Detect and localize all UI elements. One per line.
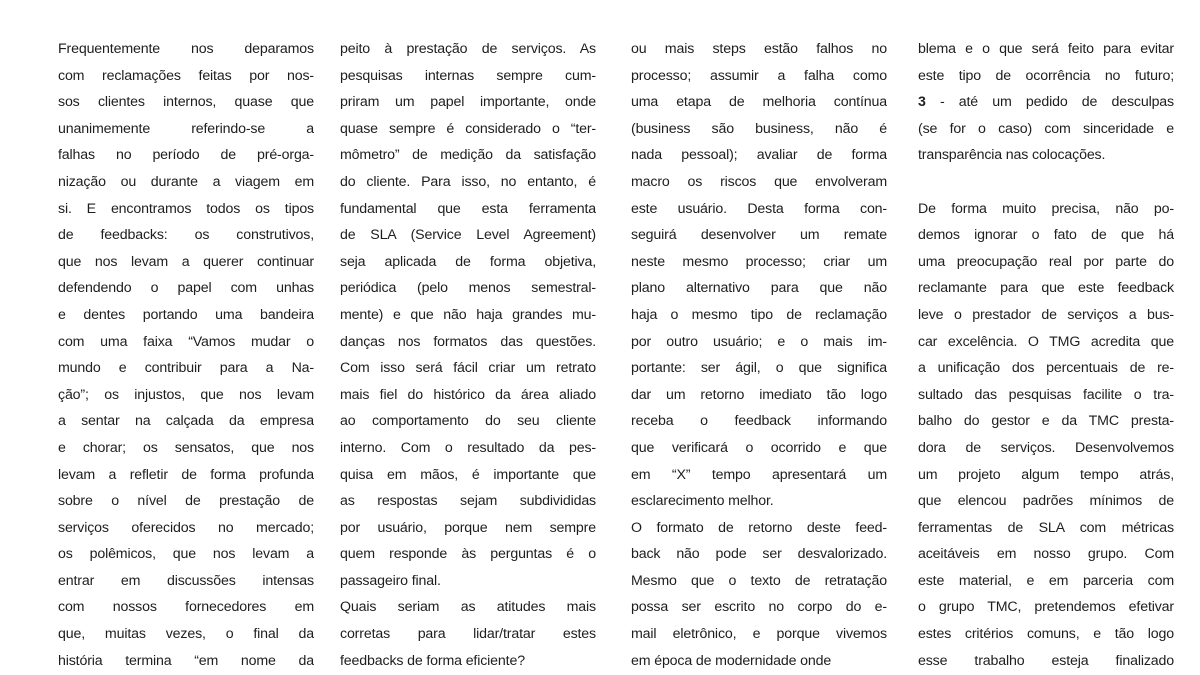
text-line: si. E encontramos todos os tipos: [58, 200, 314, 217]
text-line: esse trabalho esteja finalizado: [918, 652, 1174, 669]
text-line: plano alternativo para que não: [631, 280, 887, 297]
text-line: mail eletrônico, e porque vivemos: [631, 626, 887, 643]
text-line: por usuário, porque nem sempre: [340, 519, 596, 536]
text-column-4: [918, 36, 1174, 674]
text-line: (business são business, não é: [631, 120, 887, 137]
text-line: de feedbacks: os construtivos,: [58, 227, 314, 244]
text-line: fundamental que esta ferramenta: [340, 200, 596, 217]
text-line: sos clientes internos, quase que: [58, 94, 314, 111]
text-line: neste mesmo processo; criar um: [631, 253, 887, 270]
text-line: quem responde às perguntas é o: [340, 546, 596, 563]
text-line: ferramentas de SLA com métricas: [918, 519, 1174, 536]
text-column-1: [58, 36, 314, 674]
text-line: este usuário. Desta forma con-: [631, 200, 887, 217]
text-line: e dentes portando uma bandeira: [58, 306, 314, 323]
text-line: por outro usuário; e o mais im-: [631, 333, 887, 350]
text-line: que, muitas vezes, o final da: [58, 626, 314, 643]
text-line: e chorar; os sensatos, que nos: [58, 439, 314, 456]
text-line: a unificação dos percentuais de re-: [918, 360, 1174, 377]
text-line: as respostas sejam subdivididas: [340, 493, 596, 510]
text-line: que nos levam a querer continuar: [58, 253, 314, 270]
text-line: passageiro final.: [340, 572, 441, 589]
text-line: do cliente. Para isso, no entanto, é: [340, 173, 596, 190]
text-line: falhas no período de pré-orga-: [58, 147, 314, 164]
text-line: Com isso será fácil criar um retrato: [340, 360, 596, 377]
text-line: interno. Com o resultado da pes-: [340, 439, 596, 456]
text-line: estes critérios comuns, e tão logo: [918, 626, 1174, 643]
text-line: defendendo o papel com unhas: [58, 280, 314, 297]
text-line: sultado das pesquisas facilite o tra-: [918, 386, 1174, 403]
text-line: de SLA (Service Level Agreement): [340, 227, 596, 244]
text-line: (se for o caso) com sinceridade e: [918, 120, 1174, 137]
text-line: balho do gestor e da TMC presta-: [918, 413, 1174, 430]
text-line: periódica (pelo menos semestral-: [340, 280, 596, 297]
text-line: quase sempre é considerado o “ter-: [340, 120, 596, 137]
text-line: este tipo de ocorrência no futuro;: [918, 67, 1174, 84]
text-line: nada pessoal); avaliar de forma: [631, 147, 887, 164]
text-line: leve o prestador de serviços a bus-: [918, 306, 1174, 323]
text-line: peito à prestação de serviços. As: [340, 41, 596, 57]
text-line: mundo e contribuir para a Na-: [58, 360, 314, 377]
text-line: mais fiel do histórico da área aliado: [340, 386, 596, 403]
paragraph-gap: [918, 169, 1174, 196]
text-line: em época de modernidade onde: [631, 652, 832, 669]
text-line: uma etapa de melhoria contínua: [631, 94, 887, 111]
text-line: sobre o nível de prestação de: [58, 493, 314, 510]
text-line: Mesmo que o texto de retratação: [631, 572, 887, 589]
text-line: back não pode ser desvalorizado.: [631, 546, 887, 563]
text-line: macro os riscos que envolveram: [631, 173, 887, 190]
text-line: dar um retorno imediato tão logo: [631, 386, 887, 403]
text-line: haja o mesmo tipo de reclamação: [631, 306, 887, 323]
text-line: com reclamações feitas por nos-: [58, 67, 314, 84]
text-line: mômetro” de medição da satisfação: [340, 147, 596, 164]
text-line: em “X” tempo apresentará um: [631, 466, 887, 483]
text-line: nização ou durante a viagem em: [58, 173, 314, 190]
text-line: uma preocupação real por parte do: [918, 253, 1174, 270]
text-line: ao comportamento do seu cliente: [340, 413, 596, 430]
text-line: corretas para lidar/tratar estes: [340, 626, 596, 643]
text-line: ou mais steps estão falhos no: [631, 41, 887, 57]
text-line: De forma muito precisa, não po-: [918, 200, 1174, 217]
text-column-2: [340, 36, 596, 674]
text-line: car excelência. O TMG acredita que: [918, 333, 1174, 350]
text-line: processo; assumir a falha como: [631, 67, 887, 84]
text-line: danças nos formatos das questões.: [340, 333, 596, 350]
text-line: feedbacks de forma eficiente?: [340, 652, 525, 669]
text-line: quisa em mãos, é importante que: [340, 466, 596, 483]
text-line: com uma faixa “Vamos mudar o: [58, 333, 314, 350]
text-line: ção”; os injustos, que nos levam: [58, 386, 314, 403]
text-line: receba o feedback informando: [631, 413, 887, 430]
text-line: levam a refletir de forma profunda: [58, 466, 314, 483]
text-line: reclamante para que este feedback: [918, 280, 1174, 297]
text-line: o grupo TMC, pretendemos efetivar: [918, 599, 1174, 616]
text-line: os polêmicos, que nos levam a: [58, 546, 314, 563]
text-line: O formato de retorno deste feed-: [631, 519, 887, 536]
text-line: Quais seriam as atitudes mais: [340, 599, 596, 616]
text-line: que elencou padrões mínimos de: [918, 493, 1174, 510]
text-line: blema e o que será feito para evitar: [918, 41, 1174, 57]
text-line: priram um papel importante, onde: [340, 94, 596, 111]
text-line: aceitáveis em nosso grupo. Com: [918, 546, 1174, 563]
text-line: unanimemente referindo-se a: [58, 120, 314, 137]
text-line: pesquisas internas sempre cum-: [340, 67, 596, 84]
text-line: este material, e em parceria com: [918, 572, 1174, 589]
text-line: seguirá desenvolver um remate: [631, 227, 887, 244]
text-line: com nossos fornecedores em: [58, 599, 314, 616]
text-line: história termina “em nome da: [58, 652, 314, 669]
text-line: que verificará o ocorrido e que: [631, 439, 887, 456]
text-line: portante: ser ágil, o que significa: [631, 360, 887, 377]
text-line: serviços oferecidos no mercado;: [58, 519, 314, 536]
text-column-3: [631, 36, 887, 674]
text-line: a sentar na calçada da empresa: [58, 413, 314, 430]
text-line: dora de serviços. Desenvolvemos: [918, 439, 1174, 456]
text-line: demos ignorar o fato de que há: [918, 227, 1174, 244]
text-line: um projeto algum tempo atrás,: [918, 466, 1174, 483]
text-line: mente) e que não haja grandes mu-: [340, 306, 596, 323]
text-line: esclarecimento melhor.: [631, 493, 774, 510]
text-line: transparência nas colocações.: [918, 147, 1106, 164]
text-line: Frequentemente nos deparamos: [58, 41, 314, 57]
text-line: seja aplicada de forma objetiva,: [340, 253, 596, 270]
text-line: 3 - até um pedido de desculpas: [918, 94, 1174, 111]
text-line: entrar em discussões intensas: [58, 572, 314, 589]
text-line: possa ser escrito no corpo do e-: [631, 599, 887, 616]
